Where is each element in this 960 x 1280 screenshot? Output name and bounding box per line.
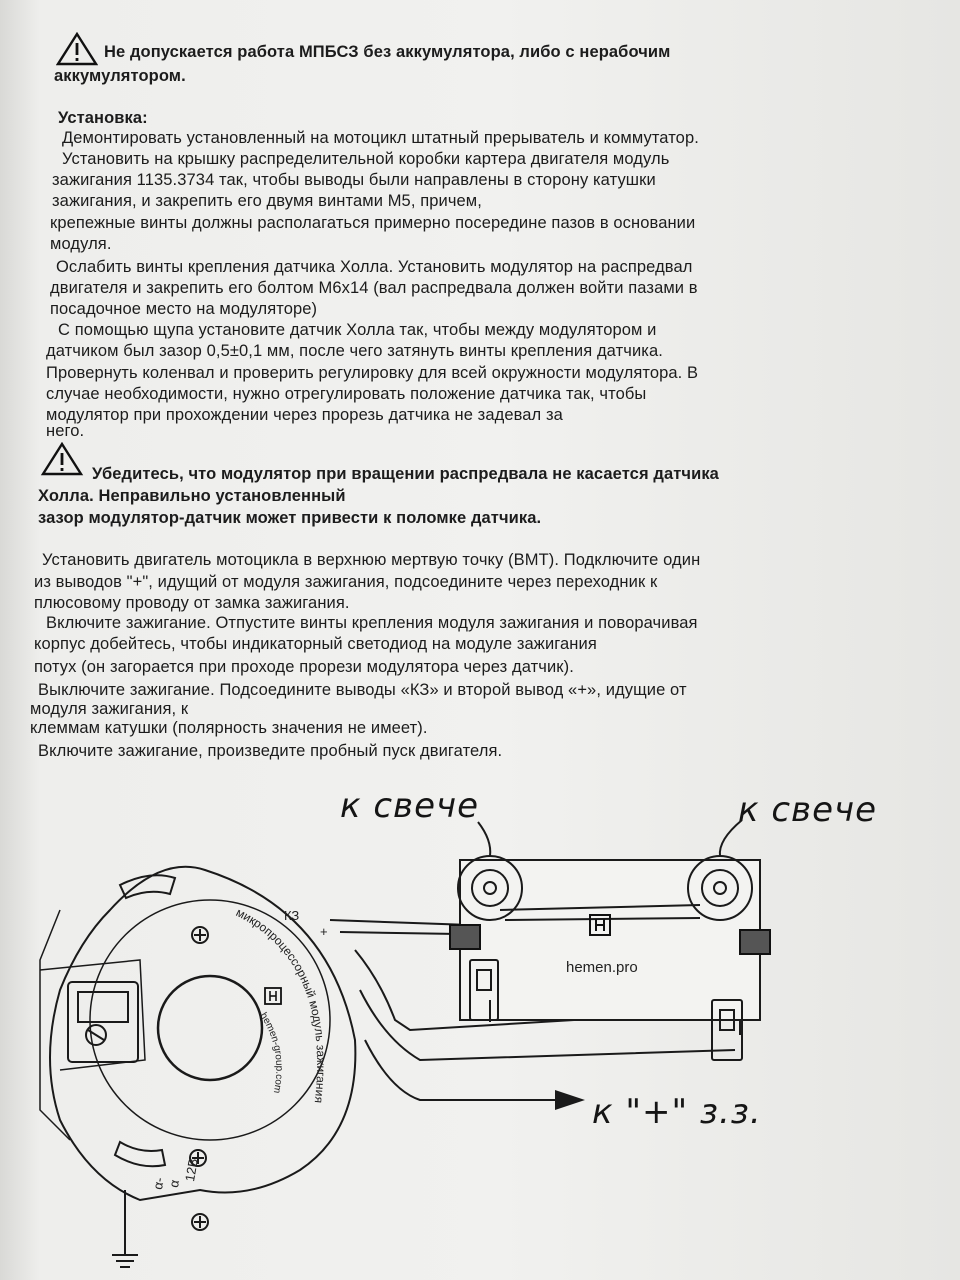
installation-line: Демонтировать установленный на мотоцикл штатный прерыватель и коммутатор. [62, 129, 699, 147]
installation-line: Установить на крышку распределительной коробки картера двигателя модуль [62, 150, 670, 168]
warning1-line2: аккумулятором. [54, 67, 186, 85]
procedure-line: Включите зажигание, произведите пробный пуск двигателя. [38, 742, 503, 760]
module-brand-text: hemen-group.com [257, 1010, 285, 1095]
installation-line: модуля. [50, 235, 112, 253]
procedure-line: потух (он загорается при проходе прорези модулятора через датчик). [34, 658, 574, 676]
label-to-coil-plus: к "+" з.з. [592, 1092, 762, 1132]
procedure-line: Установить двигатель мотоцикла в верхнюю мертвую точку (ВМТ). Подключите один [42, 551, 701, 569]
installation-line: зажигания 1135.3734 так, чтобы выводы были направлены в сторону катушки [52, 171, 656, 189]
procedure-line: модуля зажигания, к [30, 700, 189, 718]
procedure-line: Включите зажигание. Отпустите винты крепления модуля зажигания и поворачивая [46, 614, 698, 632]
central-hole [158, 976, 262, 1080]
alpha-label: α [166, 1178, 183, 1189]
module-logo-icon [265, 988, 281, 1004]
arrow-icon [555, 1090, 585, 1110]
warning1-line1: Не допускается работа МПБСЗ без аккумулятора, либо с нерабочим [104, 43, 671, 61]
procedure-line: Выключите зажигание. Подсоедините выводы «КЗ» и второй вывод «+», идущие от [38, 681, 687, 699]
coil-brand-text: hemen.pro [566, 959, 638, 976]
wiring-diagram-svg [0, 760, 960, 1280]
installation-line: посадочное место на модуляторе) [50, 300, 318, 318]
installation-line: случае необходимости, нужно отрегулировать положение датчика так, чтобы [46, 385, 647, 403]
installation-line: С помощью щупа установите датчик Холла так, чтобы между модулятором и [58, 321, 657, 339]
installation-line: двигателя и закрепить его болтом М6х14 (вал распредвала должен войти пазами в [50, 279, 698, 297]
procedure-line: корпус добейтесь, чтобы индикаторный светодиод на модуле зажигания [34, 635, 597, 653]
procedure-line: из выводов "+", идущий от модуля зажигания, подсоедините через переходник к [34, 573, 658, 591]
installation-line: модулятор при прохождении через прорезь датчика не задевал за [46, 406, 563, 424]
label-to-spark-right: к свече [738, 790, 877, 830]
coil-wire [365, 1040, 555, 1100]
module-inner-ring [90, 900, 330, 1140]
procedure-line: клеммам катушки (полярность значения не имеет). [30, 719, 428, 737]
installation-line: Провернуть коленвал и проверить регулировку для всей окружности модулятора. В [46, 364, 699, 382]
kz-label: КЗ [284, 908, 300, 923]
label-to-spark-left: к свече [340, 786, 479, 826]
installation-line: него. [46, 422, 85, 440]
wiring-diagram [0, 760, 960, 1280]
terminal-ribs [740, 930, 770, 954]
ignition-module-body [50, 867, 355, 1200]
module-wire [340, 932, 458, 950]
warning-triangle-icon [56, 32, 98, 66]
warning2-line3: зазор модулятор-датчик может привести к поломке датчика. [38, 509, 542, 527]
installation-line: Ослабить винты крепления датчика Холла. Установить модулятор на распредвал [56, 258, 693, 276]
installation-heading: Установка: [58, 109, 148, 127]
module-curved-text: микропроцессорный модуль зажигания [233, 905, 329, 1104]
procedure-line: плюсовому проводу от замка зажигания. [34, 594, 350, 612]
plus-label: + [320, 924, 328, 939]
alpha-minus-label: α- [150, 1176, 167, 1191]
installation-line: датчиком был зазор 0,5±0,1 мм, после чего затянуть винты крепления датчика. [46, 342, 663, 360]
voltage-label: 12В [182, 1157, 201, 1183]
installation-line: зажигания, и закрепить его двумя винтами М5, причем, [52, 192, 482, 210]
spark-lead-left [478, 822, 490, 856]
warning2-line2: Холла. Неправильно установленный [38, 487, 346, 505]
terminal-ribs [450, 925, 480, 949]
warning-triangle-icon [40, 442, 84, 476]
installation-line: крепежные винты должны располагаться примерно посередине пазов в основании [50, 214, 696, 232]
mount-slot [115, 1142, 165, 1166]
warning2-line1: Убедитесь, что модулятор при вращении распредвала не касается датчика [92, 465, 719, 483]
